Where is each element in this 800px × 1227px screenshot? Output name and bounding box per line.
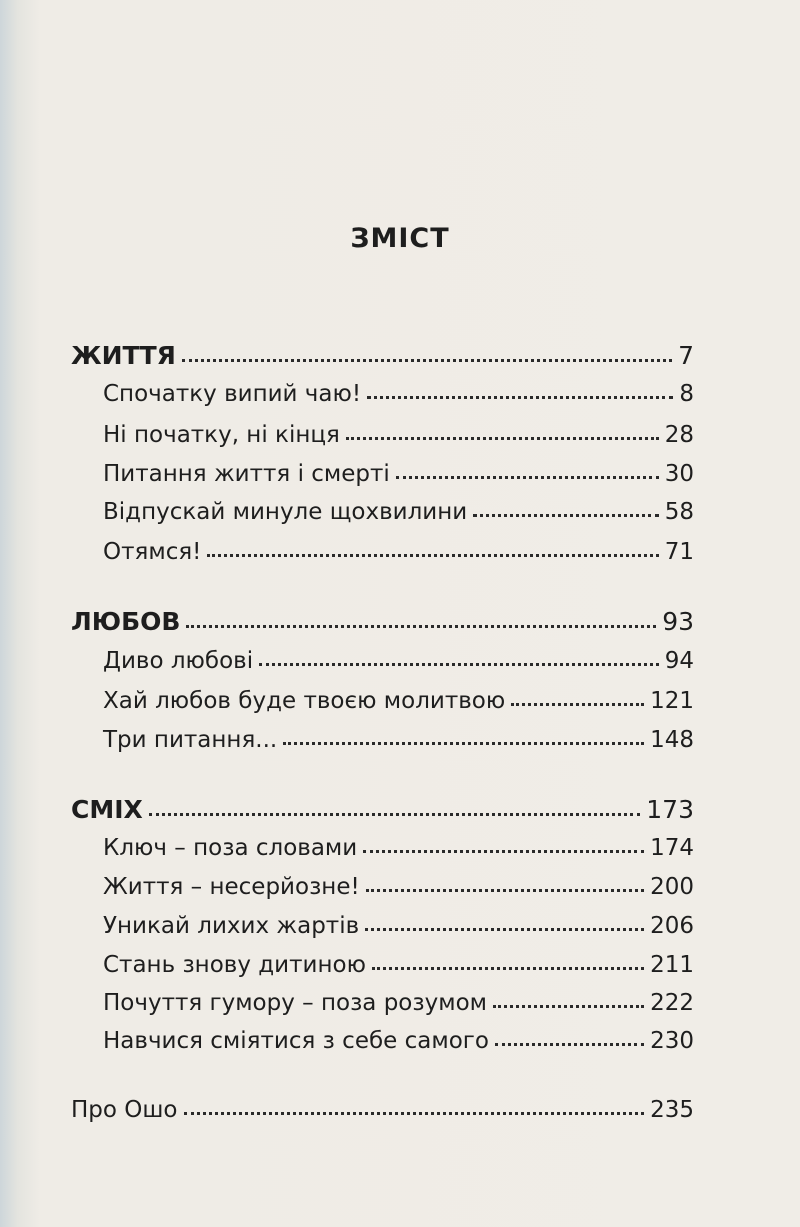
toc-about [71,1097,694,1123]
toc-item [103,1028,694,1054]
page-number: 8 [679,381,694,407]
toc-section-zhyttia [71,341,694,370]
page-number: 71 [664,539,694,565]
page-number: 235 [650,1097,694,1123]
section-label: ЛЮБОВ [71,607,181,636]
page-title: ЗМІСТ [350,223,450,254]
page-number: 230 [650,1028,694,1054]
page-number: 121 [650,688,694,714]
toc-item [103,688,694,714]
page-number: 58 [664,499,694,525]
leader-dots [372,954,644,970]
leader-dots [283,729,644,745]
toc-item [103,835,694,861]
leader-dots [495,1030,644,1046]
toc-item [103,461,694,487]
toc-item [103,499,694,525]
toc-item [103,381,694,407]
page-number: 200 [650,874,694,900]
leader-dots [182,345,672,362]
item-label: Ні початку, ні кінця [103,422,340,448]
leader-dots [259,650,659,666]
leader-dots [366,876,644,892]
item-label: Стань знову дитиною [103,952,366,978]
page-number: 148 [650,727,694,753]
toc-item [103,952,694,978]
leader-dots [367,383,673,399]
leader-dots [207,541,658,557]
item-label: Відпускай минуле щохвилини [103,499,468,525]
item-label: Навчися сміятися з себе самого [103,1028,489,1054]
leader-dots [493,992,644,1008]
section-label: СМІХ [71,795,143,824]
item-label: Про Ошо [71,1097,178,1123]
item-label: Почуття гумору – поза розумом [103,990,487,1016]
toc-item [103,990,694,1016]
item-label: Ключ – поза словами [103,835,358,861]
item-label: Отямся! [103,539,202,565]
leader-dots [511,690,644,706]
toc-item [103,422,694,448]
leader-dots [363,837,644,853]
page-number: 30 [664,461,694,487]
item-label: Спочатку випий чаю! [103,381,362,407]
page-number: 174 [650,835,694,861]
item-label: Уникай лихих жартів [103,913,360,939]
page-number: 211 [650,952,694,978]
toc-section-smikh [71,795,694,824]
toc-item [103,874,694,900]
toc-item [103,648,694,674]
page-number: 93 [662,607,694,636]
item-label: Питання життя і смерті [103,461,390,487]
item-label: Життя – несерйозне! [103,874,360,900]
item-label: Хай любов буде твоєю молитвою [103,688,506,714]
page-number: 206 [650,913,694,939]
leader-dots [473,501,659,517]
page-number: 94 [664,648,694,674]
page-number: 28 [664,422,694,448]
toc-item [103,539,694,565]
toc-item [103,727,694,753]
toc-section-liubov [71,607,694,636]
leader-dots [186,611,656,628]
page-number: 222 [650,990,694,1016]
leader-dots [396,463,659,479]
item-label: Три питання... [103,727,278,753]
leader-dots [346,424,659,440]
leader-dots [184,1099,645,1115]
item-label: Диво любові [103,648,254,674]
leader-dots [149,799,640,816]
page-number: 7 [678,341,694,370]
section-label: ЖИТТЯ [71,341,176,370]
page-number: 173 [646,795,694,824]
toc-item [103,913,694,939]
leader-dots [365,915,644,931]
